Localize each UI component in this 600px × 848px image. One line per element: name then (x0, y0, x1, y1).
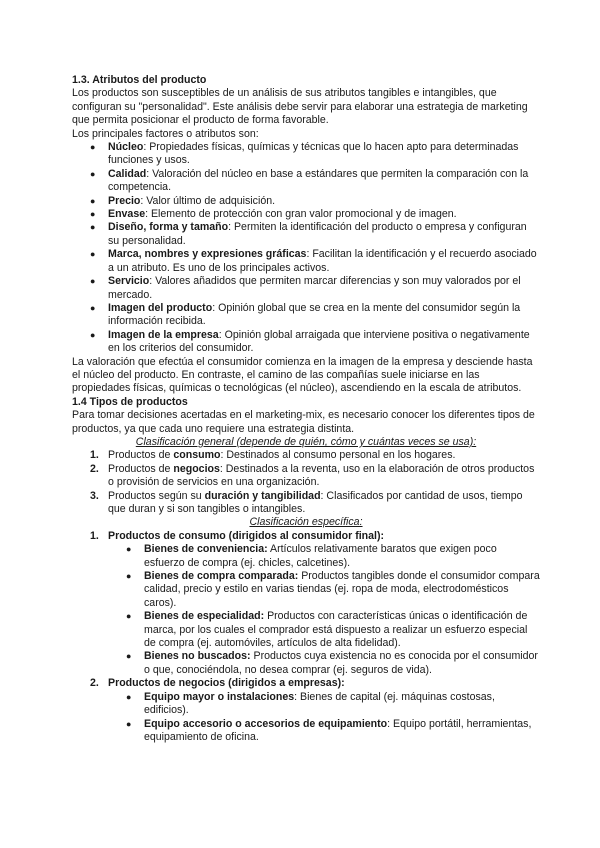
specific-classification-list (72, 530, 540, 745)
list-item: ● Imagen del producto: Opinión global que se crea en la mente del consumidor según la información recibida. (108, 302, 540, 329)
specific-classification-title: Clasificación específica: (249, 516, 363, 529)
business-products-list (108, 691, 540, 745)
section-13-intro: Los productos son susceptibles de un análisis de sus atributos tangibles e intangibles, que configuran su "personalidad". Este análisis debe servir para elaborar una estrategia de marketing que permita posicionar el producto de forma favorable. (72, 87, 528, 127)
list-item: ● Diseño, forma y tamaño: Permiten la identificación del producto o empresa y configuran su personalidad. (108, 221, 540, 248)
section-13-heading: 1.3. Atributos del producto (72, 74, 207, 86)
general-classification-title: Clasificación general (depende de quién, cómo y cuántas veces se usa): (135, 435, 477, 448)
list-item: ● Precio: Valor último de adquisición. (108, 195, 540, 208)
list-item: ● Bienes de compra comparada: Productos tangibles donde el consumidor compara calidad, precio y estilo en varias tiendas (ej. ropa de moda, electrodomésticos caros). (144, 570, 540, 610)
list-item: ● Núcleo: Propiedades físicas, químicas y técnicas que lo hacen apto para determinadas funciones y usos. (108, 141, 540, 168)
section-14-intro: Para tomar decisiones acertadas en el marketing-mix, es necesario conocer los diferentes tipos de productos, ya que cada uno requiere una estrategia distinta. (72, 409, 535, 435)
list-item: ● Marca, nombres y expresiones gráficas: Facilitan la identificación y el recuerdo asociado a un atributo. Es uno de los principales activos. (108, 248, 540, 275)
list-item: 2. Productos de negocios (dirigidos a empresas): ● Equipo mayor o instalaciones: Bienes de capital (ej. máquinas costosas, edificios). ● Equipo accesorio o accesorios de equipamiento: Equipo portátil, herramientas, equipamiento de oficina. (108, 677, 540, 744)
consumer-products-title: Productos de consumo (dirigidos al consumidor final): (108, 529, 385, 542)
attributes-lead: Los principales factores o atributos son: (72, 127, 259, 140)
section-14-heading: 1.4 Tipos de productos (72, 395, 188, 408)
list-item: 1. Productos de consumo: Destinados al consumo personal en los hogares. (90, 449, 456, 462)
list-item: ● Bienes de especialidad: Productos con características únicas o identificación de marca, por los cuales el comprador está dispuesto a realizar un esfuerzo especial de compra (ej. automóviles, artículos de alta fidelidad). (144, 610, 540, 650)
section-13-closing: La valoración que efectúa el consumidor comienza en la imagen de la empresa y desciende hasta el núcleo del producto. En contraste, el camino de las compañías suele iniciarse en las propiedades físicas, químicas o tecnológicas (el núcleo), ascendiendo en la escala de atributos. (72, 355, 533, 395)
consumer-products-list (108, 543, 540, 677)
business-products-title: Productos de negocios (dirigidos a empresas): (108, 677, 345, 690)
list-item: ● Calidad: Valoración del núcleo en base a estándares que permiten la comparación con la competencia. (108, 168, 540, 195)
list-item: 3. Productos según su duración y tangibilidad: Clasificados por cantidad de usos, tiempo que duran y si son tangibles o intangibles. (90, 489, 523, 515)
list-item: ● Equipo mayor o instalaciones: Bienes de capital (ej. máquinas costosas, edificios). (144, 691, 540, 718)
attributes-list (72, 141, 540, 356)
list-item: 1. Productos de consumo (dirigidos al consumidor final): ● Bienes de conveniencia: Artículos relativamente baratos que exigen poco esfuerzo de compra (ej. chicles, calcetines). ● Bienes de compra comparada: Productos tangibles donde el consumidor compara calidad, precio y estilo en varias tiendas (ej. ropa de moda, electrodomésticos caros). ● Bienes de especialidad: Productos con características únicas o identificación de marca, por los cuales el comprador está dispuesto a realizar un esfuerzo especial de compra (ej. automóviles, artículos de alta fidelidad). ● Bienes no buscados: Productos cuya existencia no es conocida por el consumidor o que, conociéndola, no desea comprar (ej. seguros de vida). (108, 530, 540, 677)
list-item: ● Bienes de conveniencia: Artículos relativamente baratos que exigen poco esfuerzo de compra (ej. chicles, calcetines). (144, 543, 540, 570)
general-classification-list (72, 449, 540, 516)
list-item: ● Equipo accesorio o accesorios de equipamiento: Equipo portátil, herramientas, equipamiento de oficina. (144, 718, 540, 745)
list-item: ● Imagen de la empresa: Opinión global arraigada que interviene positiva o negativamente en los criterios del consumidor. (108, 329, 540, 356)
list-item: ● Envase: Elemento de protección con gran valor promocional y de imagen. (108, 208, 540, 221)
list-item: 2. Productos de negocios: Destinados a la reventa, uso en la elaboración de otros productos o provisión de servicios en una organización. (90, 462, 535, 489)
list-item: ● Bienes no buscados: Productos cuya existencia no es conocida por el consumidor o que, conociéndola, no desea comprar (ej. seguros de vida). (144, 650, 540, 677)
list-item: ● Servicio: Valores añadidos que permiten marcar diferencias y son muy valorados por el mercado. (108, 275, 540, 302)
